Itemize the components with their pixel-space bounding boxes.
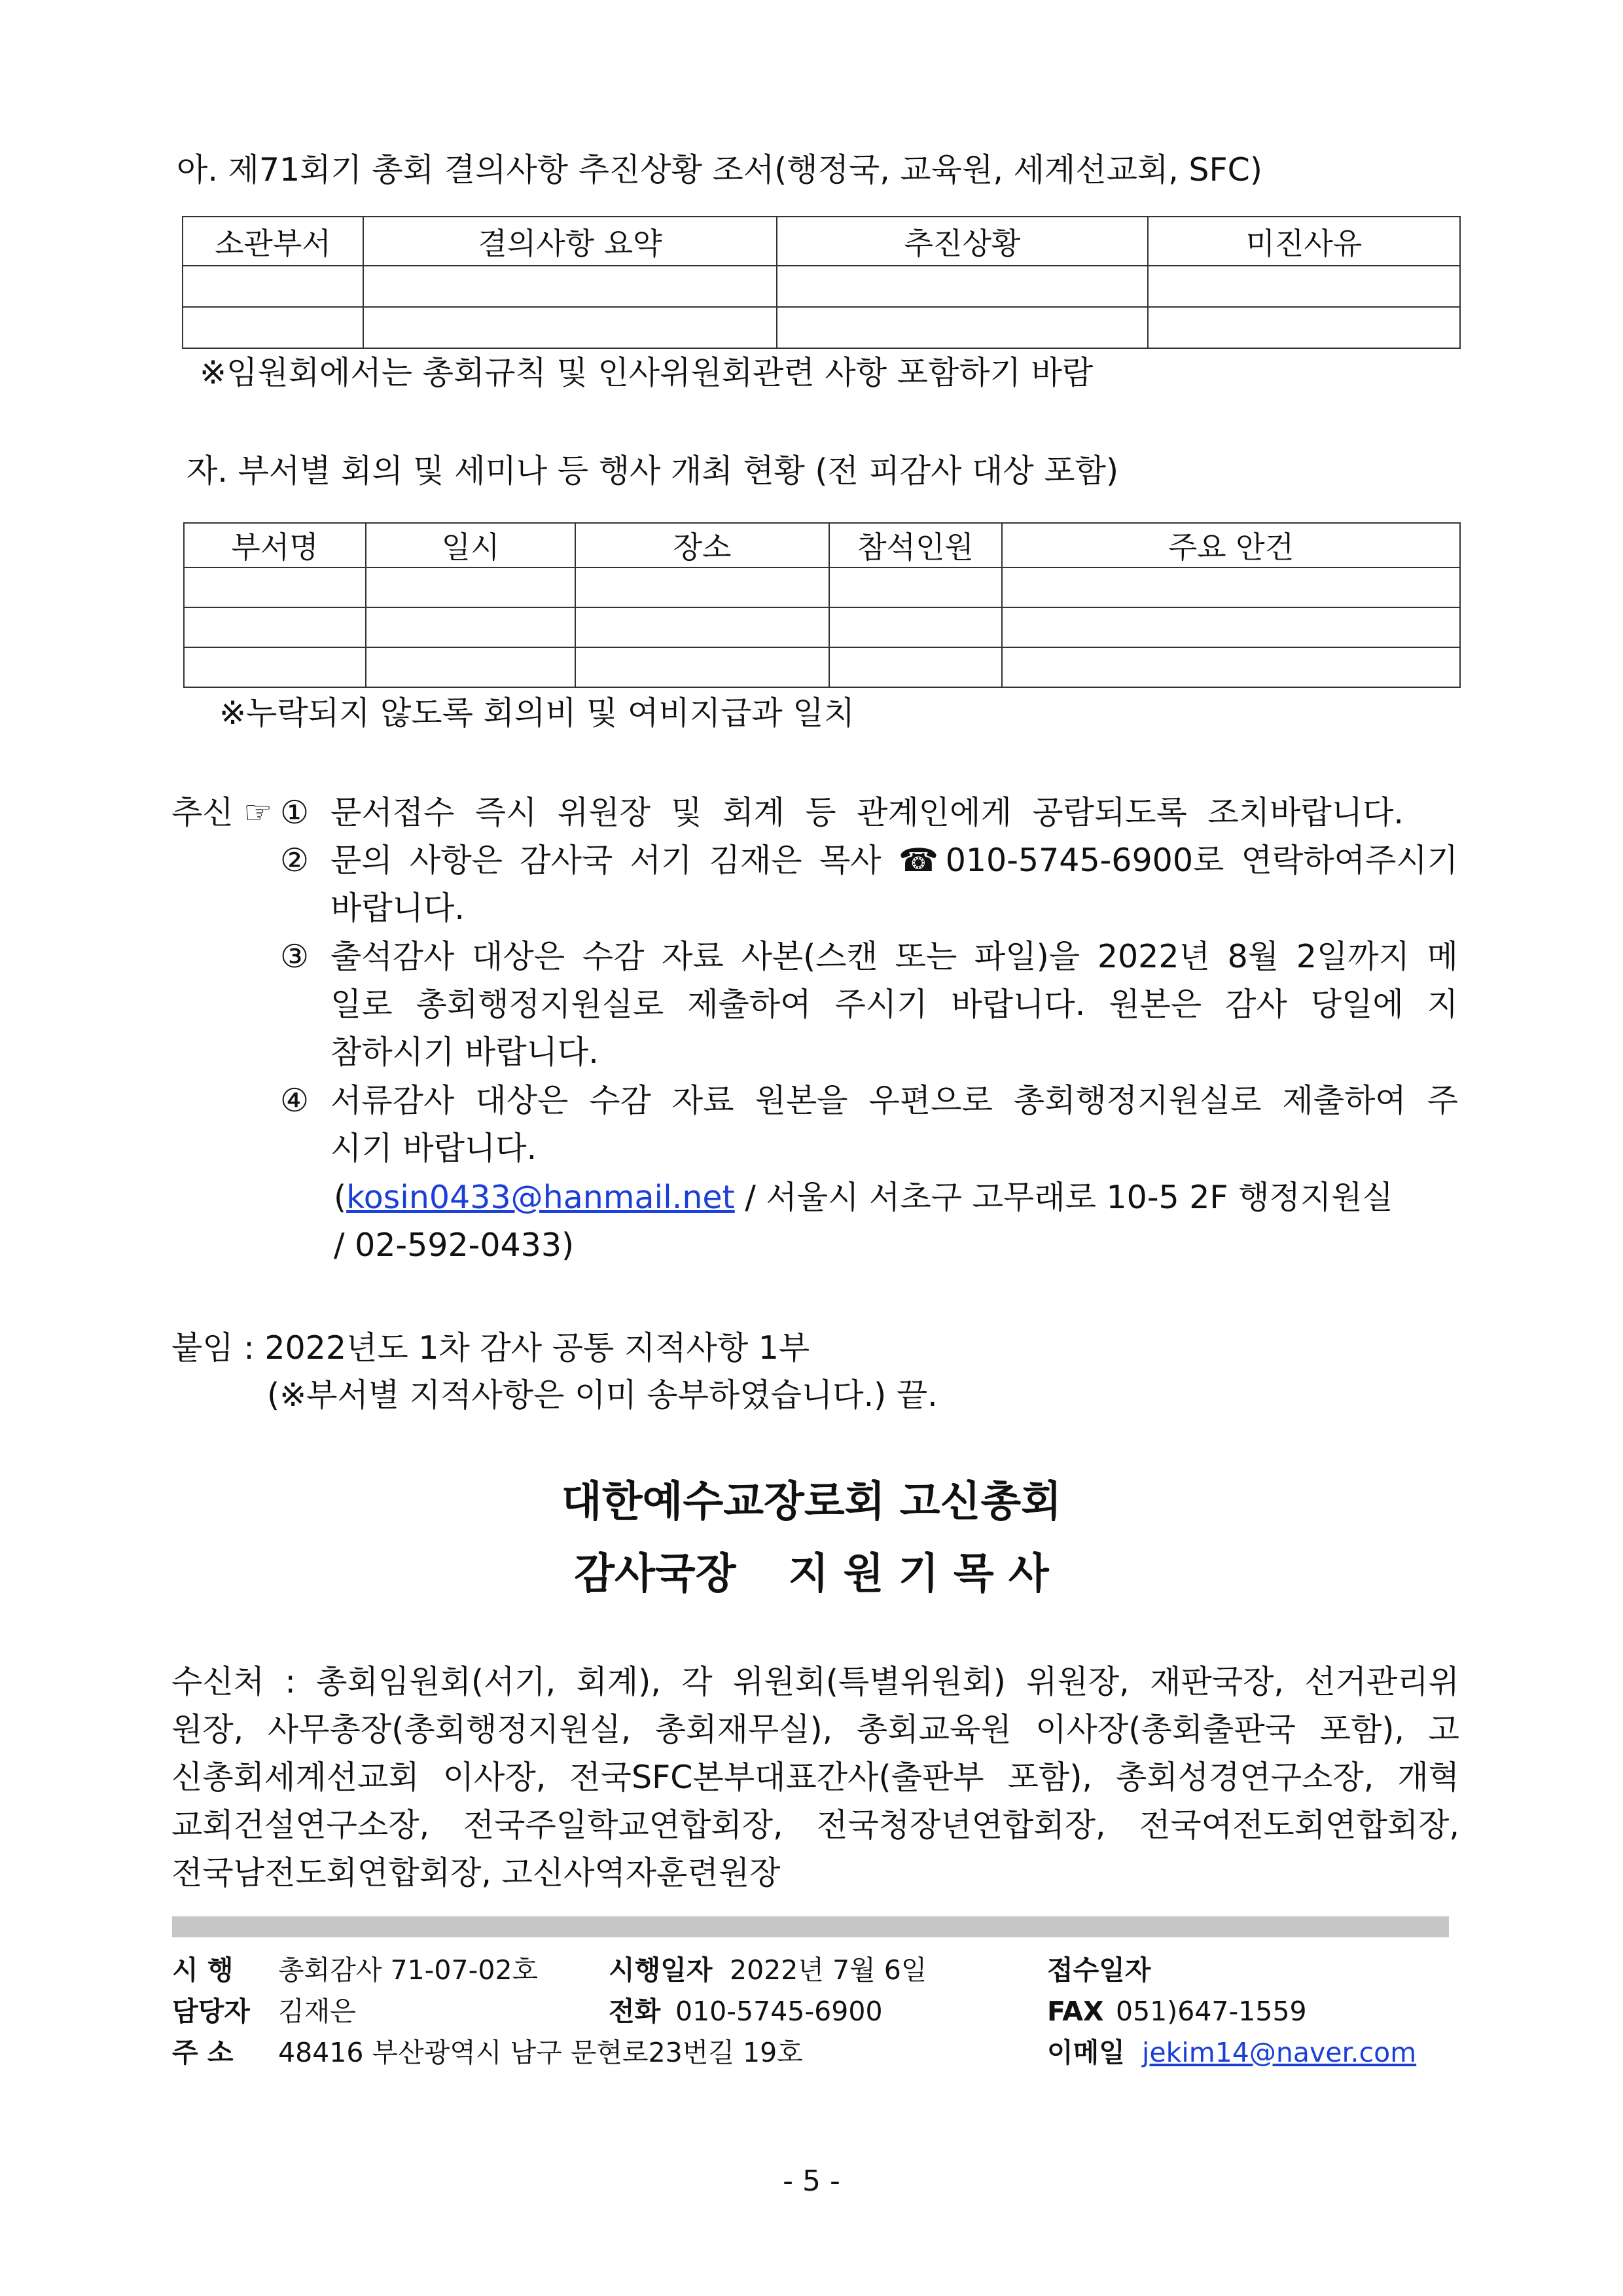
section-a-note: ※임원회에서는 총회규칙 및 인사위원회관련 사항 포함하기 바람 — [200, 354, 1094, 391]
addendum-item-1-line-1: 문서접수 즉시 위원장 및 회계 등 관계인에게 공람되도록 조치바랍니다. — [330, 794, 1404, 831]
footer-divider — [172, 1916, 1449, 1937]
table-row — [184, 647, 1460, 687]
header-resolution-summary: 결의사항 요약 — [363, 217, 777, 266]
email-label: 이메일 — [1047, 2037, 1125, 2068]
addendum-num-2: ② — [280, 842, 309, 879]
phone-label: 전화 — [609, 1996, 661, 2027]
table-row — [184, 567, 1460, 607]
section-b-note: ※누락되지 않도록 회의비 및 여비지급과 일치 — [219, 694, 855, 732]
section-a-heading: 아. 제71회기 총회 결의사항 추진상황 조서(행정국, 교육원, 세계선교회, SFC) — [177, 151, 1263, 188]
phone-value: 010-5745-6900 — [675, 1996, 883, 2027]
addendum-item-3-line-1: 출석감사 대상은 수감 자료 사본(스캔 또는 파일)을 2022년 8월 2일까지 메 — [330, 938, 1458, 975]
header-department-name: 부서명 — [184, 523, 366, 567]
enforce-label: 시 행 — [172, 1954, 234, 1986]
addendum-num-1: ① — [280, 794, 309, 831]
header-department: 소관부서 — [183, 217, 363, 266]
recipients-line-4: 교회건설연구소장, 전국주일학교연합회장, 전국청장년연합회장, 전국여전도회연합회장, — [171, 1806, 1459, 1844]
address-value: 48416 부산광역시 남구 문현로23번길 19호 — [278, 2037, 803, 2068]
section-b-heading: 자. 부서별 회의 및 세미나 등 행사 개최 현황 (전 피감사 대상 포함) — [187, 452, 1119, 490]
header-attendees: 참석인원 — [829, 523, 1002, 567]
contact-line-2: / 02-592-0433) — [334, 1227, 575, 1264]
recipients-line-1: 수신처 : 총회임원회(서기, 회계), 각 위원회(특별위원회) 위원장, 재판국장, 선거관리위 — [171, 1663, 1459, 1700]
date-label: 시행일자 — [609, 1954, 713, 1986]
addendum-item-2-line-1: 문의 사항은 감사국 서기 김재은 목사 ☎010-5745-6900로 연락하여주시기 — [330, 842, 1458, 879]
contact-line-1: (kosin0433@hanmail.net / 서울시 서초구 고무래로 10-5 2F 행정지원실 — [334, 1179, 1393, 1216]
addendum-num-4: ④ — [280, 1082, 309, 1119]
table-row — [184, 607, 1460, 647]
page-number: - 5 - — [783, 2164, 840, 2198]
recipients-line-2: 원장, 사무총장(총회행정지원실, 총회재무실), 총회교육원 이사장(총회출판국 포함), 고 — [171, 1711, 1459, 1748]
fax-value: 051)647-1559 — [1116, 1996, 1307, 2027]
header-incomplete-reason: 미진사유 — [1148, 217, 1460, 266]
date-value: 2022년 7월 6일 — [730, 1954, 927, 1986]
enforce-value: 총회감사 71-07-02호 — [278, 1954, 539, 1986]
sender-signature: 감사국장 지 원 기 목 사 — [574, 1550, 1049, 1598]
addendum-item-3-line-2: 일로 총회행정지원실로 제출하여 주시기 바랍니다. 원본은 감사 당일에 지 — [330, 986, 1458, 1023]
contact-email-link[interactable]: kosin0433@hanmail.net — [346, 1179, 735, 1216]
addendum-item-4-line-1: 서류감사 대상은 수감 자료 원본을 우편으로 총회행정지원실로 제출하여 주 — [330, 1082, 1458, 1119]
manager-label: 담당자 — [172, 1996, 250, 2027]
header-main-agenda: 주요 안건 — [1002, 523, 1460, 567]
resolution-status-table — [182, 216, 1461, 349]
attachment-line-1: 붙임 : 2022년도 1차 감사 공통 지적사항 1부 — [171, 1329, 810, 1367]
addendum-label: 추신 ☞ — [171, 794, 273, 831]
recipients-line-3: 신총회세계선교회 이사장, 전국SFC본부대표간사(출판부 포함), 총회성경연구소장, 개혁 — [171, 1759, 1459, 1796]
header-datetime: 일시 — [366, 523, 575, 567]
addendum-item-4-line-2: 시기 바랍니다. — [330, 1130, 537, 1167]
email-link[interactable]: jekim14@naver.com — [1142, 2037, 1417, 2068]
address-label: 주 소 — [172, 2037, 234, 2068]
addendum-num-3: ③ — [280, 938, 309, 975]
meeting-events-table — [183, 522, 1461, 688]
sender-org: 대한예수교장로회 고신총회 — [561, 1478, 1062, 1526]
table-row — [183, 307, 1460, 348]
manager-value: 김재은 — [278, 1996, 356, 2027]
addendum-item-3-line-3: 참하시기 바랍니다. — [330, 1033, 599, 1071]
header-progress: 추진상황 — [777, 217, 1148, 266]
fax-label: FAX — [1047, 1996, 1104, 2027]
header-location: 장소 — [575, 523, 829, 567]
attachment-line-2: (※부서별 지적사항은 이미 송부하였습니다.) 끝. — [267, 1376, 938, 1414]
addendum-item-2-line-2: 바랍니다. — [330, 889, 465, 927]
recipients-line-5: 전국남전도회연합회장, 고신사역자훈련원장 — [171, 1854, 781, 1892]
receipt-label: 접수일자 — [1047, 1954, 1151, 1986]
table-row — [183, 266, 1460, 307]
